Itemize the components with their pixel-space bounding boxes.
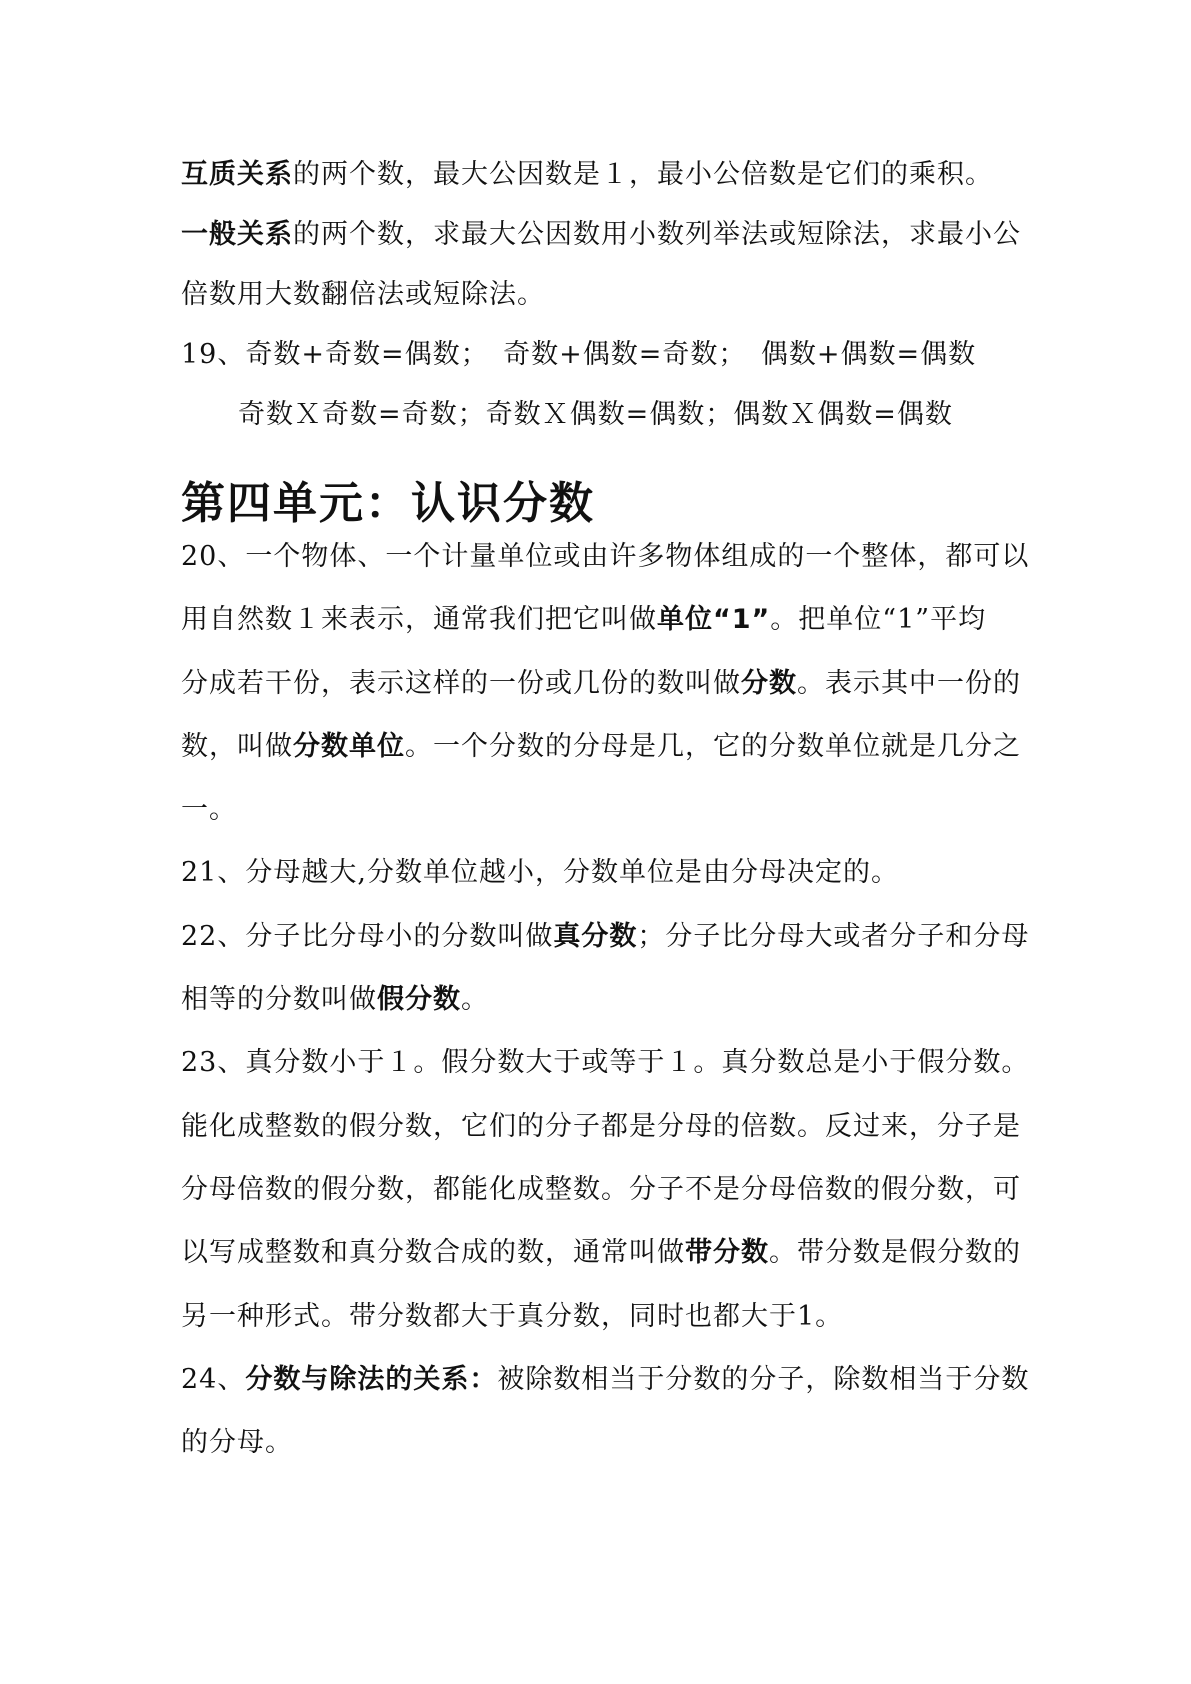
bold-term: 带分数 <box>685 1237 769 1268</box>
bold-term: 真分数 <box>553 921 638 952</box>
section-heading: 第四单元：认识分数 <box>181 478 595 529</box>
text-line: 一般关系的两个数，求最大公因数用小数列举法或短除法，求最小公 <box>181 219 1021 250</box>
bold-term: 分数 <box>741 668 797 699</box>
bold-term: 分数单位 <box>293 731 405 762</box>
text-line: 19、奇数+奇数=偶数； 奇数+偶数=奇数； 偶数+偶数=偶数 <box>181 339 977 370</box>
text-line: 数，叫做分数单位。一个分数的分母是几，它的分数单位就是几分之 <box>181 731 1021 762</box>
text-line: 倍数用大数翻倍法或短除法。 <box>181 279 545 310</box>
text-line: 20、一个物体、一个计量单位或由许多物体组成的一个整体，都可以 <box>181 541 1030 572</box>
text-line: 23、真分数小于１。假分数大于或等于１。真分数总是小于假分数。 <box>181 1047 1030 1078</box>
bold-term: 一般关系 <box>181 219 293 250</box>
text-line: 另一种形式。带分数都大于真分数，同时也都大于1。 <box>181 1301 844 1332</box>
bold-term: 单位“1” <box>657 604 771 635</box>
bold-term: 假分数 <box>377 984 461 1015</box>
text-line: 24、分数与除法的关系：被除数相当于分数的分子，除数相当于分数 <box>181 1364 1030 1395</box>
text-line: 相等的分数叫做假分数。 <box>181 984 489 1015</box>
text-line: 奇数Ｘ奇数=奇数；奇数Ｘ偶数=偶数；偶数Ｘ偶数=偶数 <box>238 399 953 430</box>
text-line: 的分母。 <box>181 1427 293 1458</box>
text-line: 以写成整数和真分数合成的数，通常叫做带分数。带分数是假分数的 <box>181 1237 1021 1268</box>
text-line: 能化成整数的假分数，它们的分子都是分母的倍数。反过来，分子是 <box>181 1111 1021 1142</box>
bold-term: 分数与除法的关系： <box>245 1364 498 1395</box>
bold-term: 互质关系 <box>181 159 293 190</box>
text-line: 22、分子比分母小的分数叫做真分数；分子比分母大或者分子和分母 <box>181 921 1030 952</box>
text-line: 分母倍数的假分数，都能化成整数。分子不是分母倍数的假分数，可 <box>181 1174 1021 1205</box>
text-line: 分成若干份，表示这样的一份或几份的数叫做分数。表示其中一份的 <box>181 668 1021 699</box>
text-line: 一。 <box>181 794 237 825</box>
text-line: 互质关系的两个数，最大公因数是１，最小公倍数是它们的乘积。 <box>181 159 993 190</box>
text-line: 21、分母越大,分数单位越小，分数单位是由分母决定的。 <box>181 857 899 888</box>
text-line: 用自然数１来表示，通常我们把它叫做单位“1”。把单位“1”平均 <box>181 604 987 635</box>
